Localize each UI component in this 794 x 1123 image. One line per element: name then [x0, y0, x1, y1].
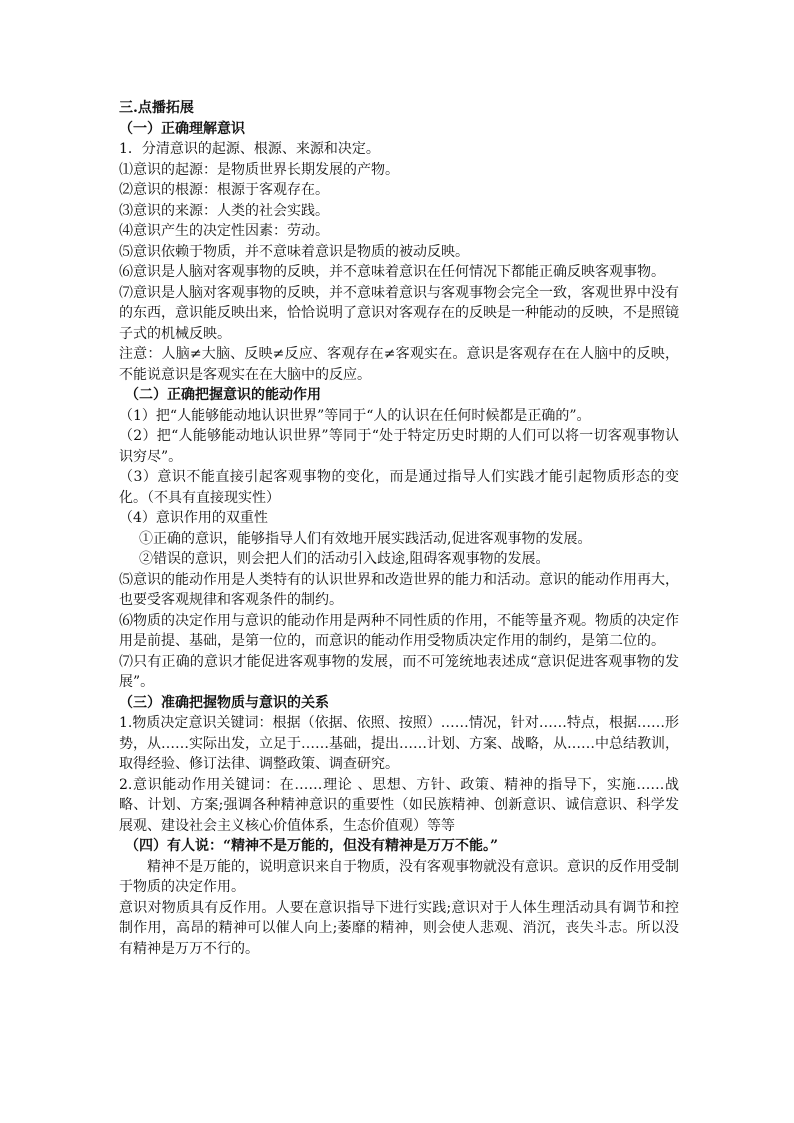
s1-item: ⑵意识的根源：根源于客观存在。 — [119, 182, 329, 198]
s1-item: ⑴意识的起源：是物质世界长期发展的产物。 — [119, 161, 399, 178]
s4-paragraph: 精神不是万能的，说明意识来自于物质，没有客观事物就没有意识。意识的反作用受制于物质的决定作用。 — [119, 858, 679, 895]
s2-item: ⑹物质的决定作用与意识的能动作用是两种不同性质的作用，不能等量齐观。物质的决定作用是前提、基础，是第一位的，而意识的能动作用受物质决定作用的制约，是第二位的。 — [119, 612, 679, 649]
section-title: 三.点播拓展 — [119, 100, 194, 116]
s2-subitem: ②错误的意识，则会把人们的活动引入歧途,阻碍客观事物的发展。 — [139, 551, 550, 567]
heading-1: （一）正确理解意识 — [119, 120, 245, 137]
s1-item: ⑸意识依赖于物质，并不意味着意识是物质的被动反映。 — [119, 243, 469, 260]
heading-2: （二）正确把握意识的能动作用 — [125, 387, 321, 403]
s1-note: 注意：人脑≠大脑、反映≠反应、客观存在≠客观实在。意识是客观存在在人脑中的反映，不能说意识是客观实在在大脑中的反应。 — [119, 346, 679, 383]
heading-4: （四）有人说：“精神不是万能的，但没有精神是万万不能。” — [125, 838, 499, 854]
heading-3: （三）准确把握物质与意识的关系 — [119, 694, 329, 711]
s2-item: （2）把“人能够能动地认识世界”等同于“处于特定历史时期的人们可以将一切客观事物认识穷尽”。 — [119, 428, 679, 465]
s2-item: ⑸意识的能动作用是人类特有的认识世界和改造世界的能力和活动。意识的能动作用再大，也要受客观规律和客观条件的制约。 — [119, 571, 679, 608]
s2-item: （3）意识不能直接引起客观事物的变化，而是通过指导人们实践才能引起物质形态的变化。（不具有直接现实性） — [119, 469, 679, 506]
s1-item: 1．分清意识的起源、根源、来源和决定。 — [119, 141, 380, 157]
s2-item: ⑺只有正确的意识才能促进客观事物的发展，而不可笼统地表述成“意识促进客观事物的发展”。 — [119, 653, 679, 690]
s2-subitem: ①正确的意识，能够指导人们有效地开展实践活动,促进客观事物的发展。 — [139, 530, 592, 547]
s2-item: （1）把“人能够能动地认识世界”等同于“人的认识在任何时候都是正确的”。 — [119, 407, 591, 424]
s3-item: 1.物质决定意识关键词：根据（依据、依照、按照）……情况，针对……特点，根据……形势，从……实际出发，立足于……基础，提出……计划、方案、战略，从……中总结教训，取得经验、修订法律、调整政策、调查研究。 — [119, 715, 679, 772]
s1-item: ⑺意识是人脑对客观事物的反映，并不意味着意识与客观事物会完全一致，客观世界中没有的东西，意识能反映出来，恰恰说明了意识对客观存在的反映是一种能动的反映，不是照镜子式的机械反映。 — [119, 284, 679, 342]
s4-paragraph: 意识对物质具有反作用。人要在意识指导下进行实践;意识对于人体生理活动具有调节和控制作用，高昂的精神可以催人向上;萎靡的精神，则会使人悲观、消沉，丧失斗志。所以没有精神是万万不行的。 — [119, 899, 679, 957]
document-body — [119, 98, 679, 959]
s2-item: （4）意识作用的双重性 — [119, 510, 268, 526]
s3-item: 2.意识能动作用关键词：在……理论 、思想、方针、政策、精神的指导下，实施……战略、计划、方案;强调各种精神意识的重要性（如民族精神、创新意识、诚信意识、科学发展观、建设社会主义核心价值体系，生态价值观）等等 — [119, 776, 679, 834]
s1-item: ⑶意识的来源：人类的社会实践。 — [119, 202, 329, 219]
s1-item: ⑷意识产生的决定性因素：劳动。 — [119, 223, 329, 239]
s1-item: ⑹意识是人脑对客观事物的反映，并不意味着意识在任何情况下都能正确反映客观事物。 — [119, 264, 665, 280]
